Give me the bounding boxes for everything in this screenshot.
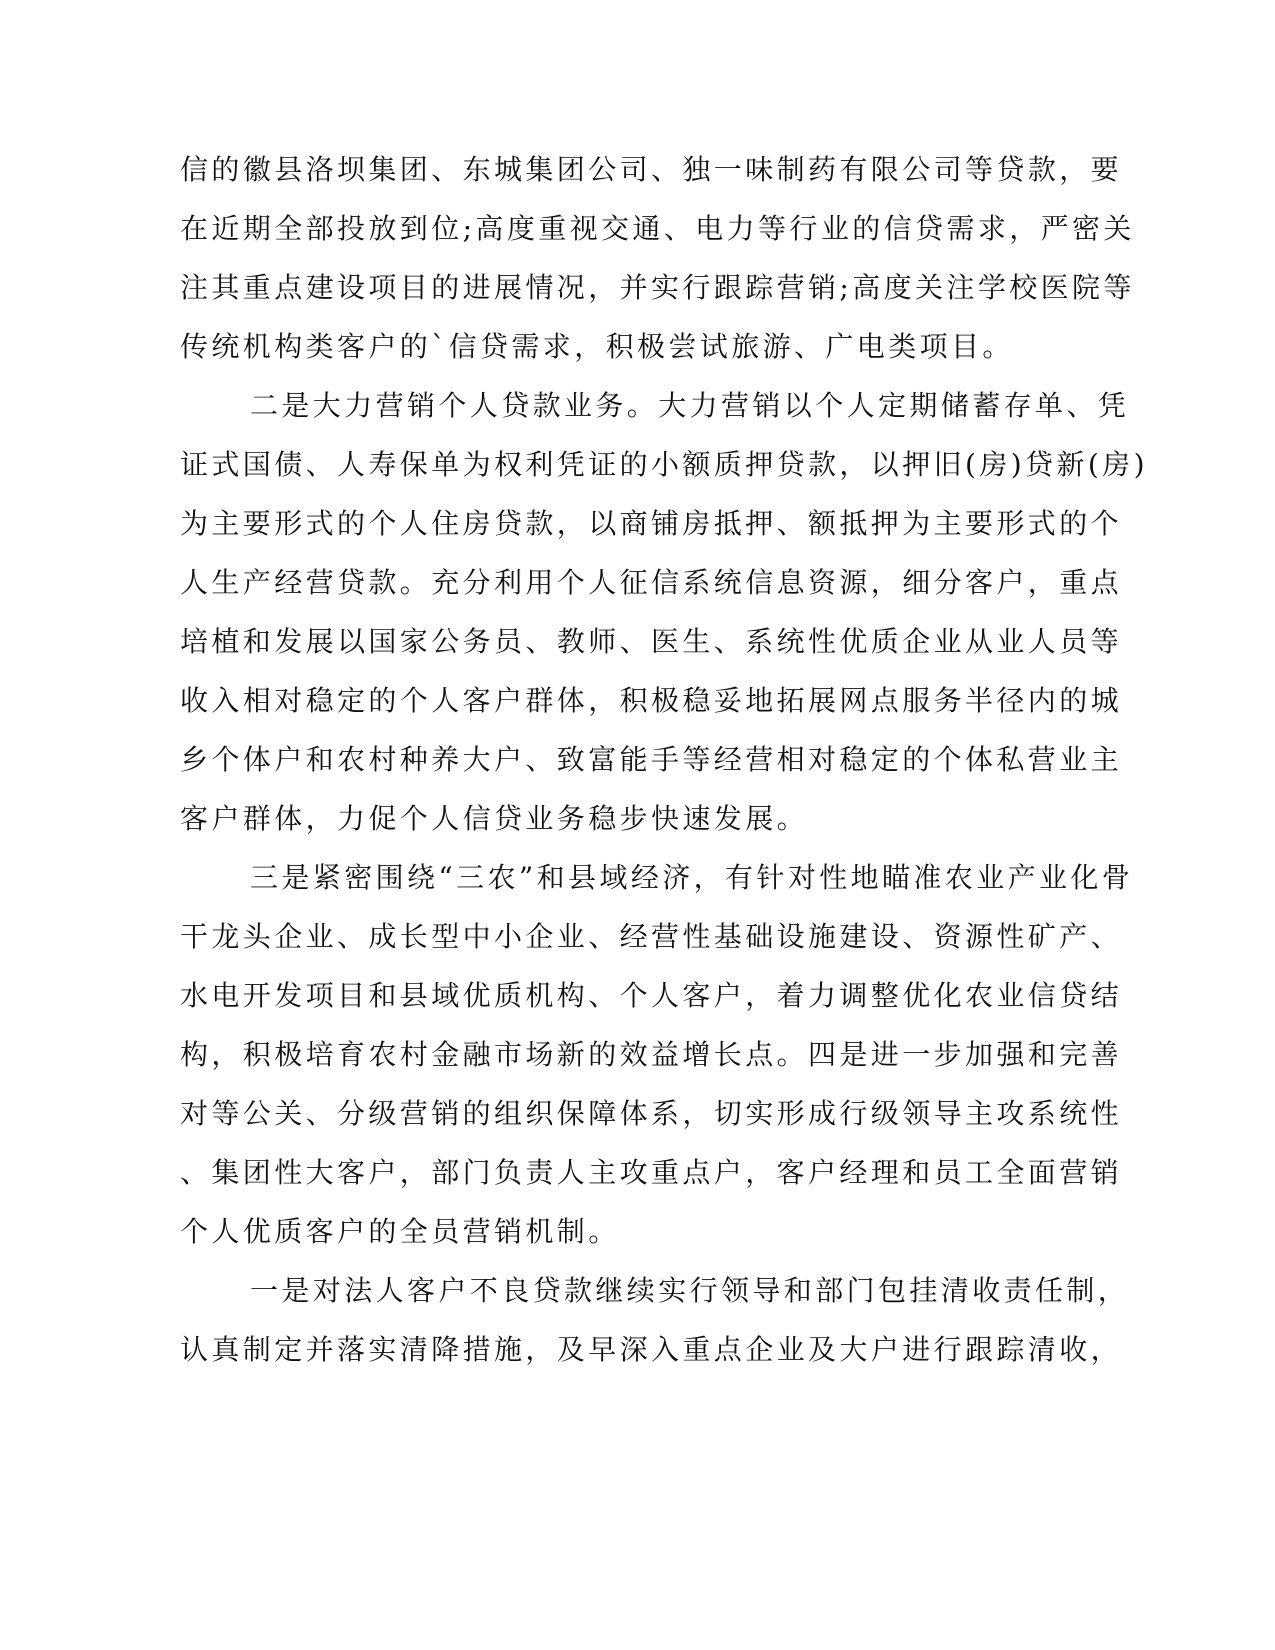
text-line: 个人优质客户的全员营销机制。 [180, 1215, 620, 1248]
text-line: 水电开发项目和县域优质机构、个人客户，着力调整优化农业信贷结 [180, 979, 1123, 1012]
text-line: 乡个体户和农村种养大户、致富能手等经营相对稳定的个体私营业主 [180, 743, 1123, 776]
text-line: 注其重点建设项目的进展情况，并实行跟踪营销;高度关注学校医院等 [180, 271, 1135, 304]
text-line: 在近期全部投放到位;高度重视交通、电力等行业的信贷需求，严密关 [180, 212, 1135, 245]
paragraph-start-line: 三是紧密围绕“三农”和县域经济，有针对性地瞄准农业产业化骨 [250, 861, 1134, 894]
paragraph-start-line: 一是对法人客户不良贷款继续实行领导和部门包挂清收责任制， [250, 1274, 1130, 1307]
text-line: 客户群体，力促个人信贷业务稳步快速发展。 [180, 802, 809, 835]
text-line: 证式国债、人寿保单为权利凭证的小额质押贷款，以押旧(房)贷新(房) [180, 448, 1148, 481]
text-line: 构，积极培育农村金融市场新的效益增长点。四是进一步加强和完善 [180, 1038, 1123, 1071]
document-page [180, 150, 1148, 1570]
text-line: 传统机构类客户的`信贷需求，积极尝试旅游、广电类项目。 [180, 330, 1014, 363]
text-line: 对等公关、分级营销的组织保障体系，切实形成行级领导主攻系统性 [180, 1097, 1123, 1130]
text-line: 收入相对稳定的个人客户群体，积极稳妥地拓展网点服务半径内的城 [180, 684, 1123, 717]
text-line: 、集团性大客户，部门负责人主攻重点户，客户经理和员工全面营销 [180, 1156, 1123, 1189]
text-line: 培植和发展以国家公务员、教师、医生、系统性优质企业从业人员等 [180, 625, 1123, 658]
text-line: 认真制定并落实清降措施，及早深入重点企业及大户进行跟踪清收， [180, 1333, 1123, 1366]
text-line: 信的徽县洛坝集团、东城集团公司、独一味制药有限公司等贷款，要 [180, 153, 1123, 186]
text-line: 人生产经营贷款。充分利用个人征信系统信息资源，细分客户，重点 [180, 566, 1123, 599]
text-line: 为主要形式的个人住房贷款，以商铺房抵押、额抵押为主要形式的个 [180, 507, 1123, 540]
paragraph-start-line: 二是大力营销个人贷款业务。大力营销以个人定期储蓄存单、凭 [250, 389, 1130, 422]
text-line: 干龙头企业、成长型中小企业、经营性基础设施建设、资源性矿产、 [180, 920, 1123, 953]
